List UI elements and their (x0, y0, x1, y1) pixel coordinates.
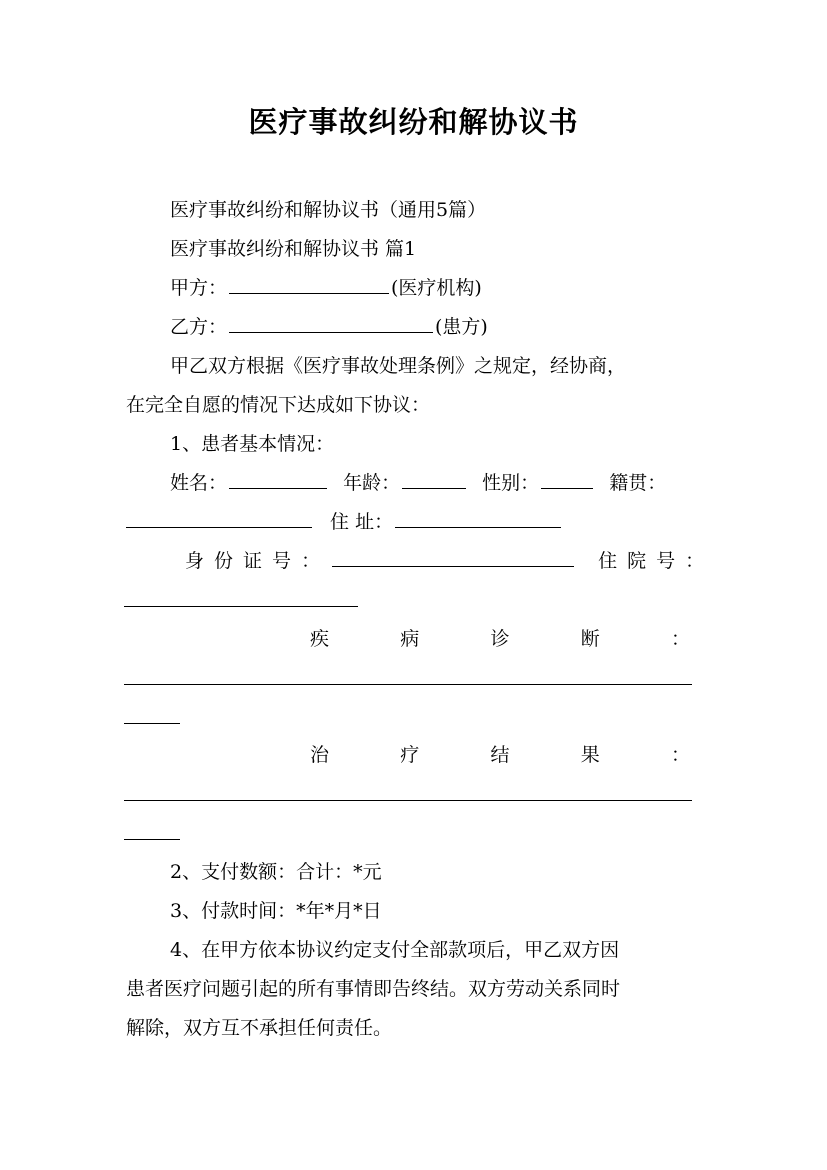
document-title: 医疗事故纠纷和解协议书 (248, 105, 579, 139)
patient-info-line (170, 469, 710, 497)
party-b-blank[interactable] (229, 314, 433, 333)
gender-label: 性别： (482, 472, 540, 494)
party-a-line (170, 274, 710, 302)
origin-blank[interactable] (126, 509, 312, 528)
age-blank[interactable] (402, 470, 466, 489)
section-1-heading: 1、患者基本情况： (170, 433, 335, 455)
address-label: 住 址： (330, 511, 394, 533)
address-blank[interactable] (395, 509, 561, 528)
diagnosis-label: 疾 病 诊 断 ： (310, 628, 690, 650)
result-blank[interactable] (124, 800, 692, 801)
party-b-line (170, 313, 710, 341)
payment-time: 3、付款时间：*年*月*日 (170, 900, 382, 922)
diagnosis-blank-cont[interactable] (124, 723, 180, 724)
origin-address-line (126, 508, 702, 536)
party-b-label: 乙方： (170, 316, 228, 338)
result-blank-cont[interactable] (124, 839, 180, 840)
intro-line-2: 在完全自愿的情况下达成如下协议： (126, 394, 431, 416)
admission-blank[interactable] (124, 606, 358, 607)
origin-label: 籍贯： (609, 472, 667, 494)
name-blank[interactable] (229, 470, 327, 489)
clause-4-line-3: 解除，双方互不承担任何责任。 (126, 1017, 393, 1039)
clause-4-line-2: 患者医疗问题引起的所有事情即告终结。双方劳动关系同时 (126, 978, 621, 1000)
party-a-label: 甲方： (170, 277, 228, 299)
subtitle: 医疗事故纠纷和解协议书（通用5篇） (170, 199, 487, 221)
result-label: 治 疗 结 果 ： (310, 744, 690, 766)
party-b-note: (患方) (435, 316, 488, 338)
name-label: 姓名： (170, 472, 228, 494)
age-label: 年龄： (343, 472, 401, 494)
party-a-note: (医疗机构) (391, 277, 482, 299)
admission-label: 住院号： (598, 550, 715, 572)
diagnosis-blank[interactable] (124, 684, 692, 685)
clause-4-line-1: 4、在甲方依本协议约定支付全部款项后，甲乙双方因 (170, 939, 620, 961)
party-a-blank[interactable] (229, 275, 389, 294)
id-label: 身份证号： (185, 550, 331, 572)
gender-blank[interactable] (541, 470, 593, 489)
id-blank[interactable] (332, 548, 574, 567)
chapter-heading: 医疗事故纠纷和解协议书 篇1 (170, 238, 417, 260)
id-line (185, 547, 715, 575)
payment-amount: 2、支付数额：合计：*元 (170, 861, 382, 883)
intro-line-1: 甲乙双方根据《医疗事故处理条例》之规定，经协商， (170, 355, 627, 377)
